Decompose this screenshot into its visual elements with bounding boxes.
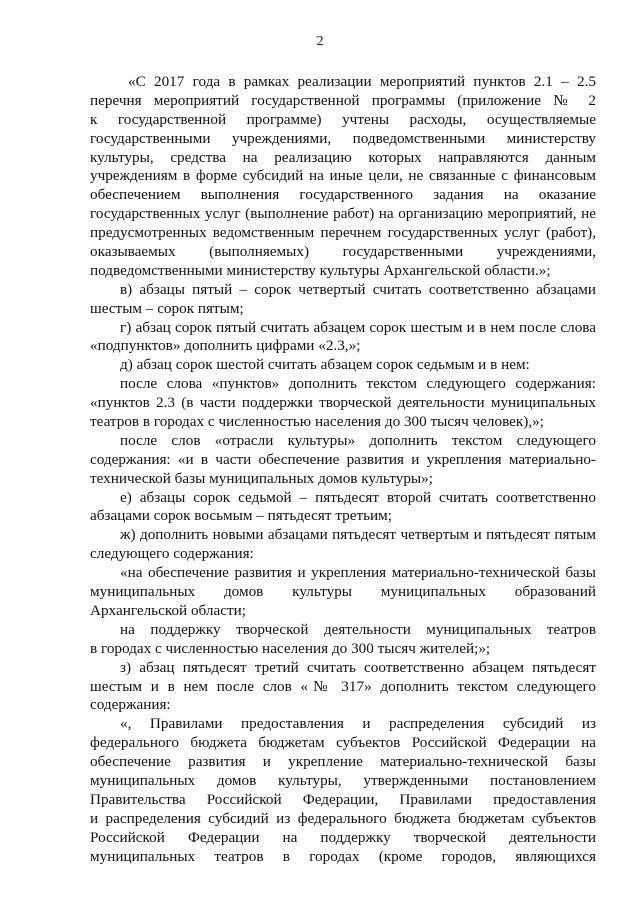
text-line: «пунктов 2.3 (в части поддержки творческой деятельности муниципальных	[90, 394, 596, 412]
text-line: содержания:	[90, 696, 171, 714]
text-line: ж) дополнить новыми абзацами пятьдесят четвертым и пятьдесят пятым	[120, 526, 596, 544]
text-line: на поддержку творческой деятельности муниципальных театров	[120, 620, 596, 638]
text-line: в) абзацы пятый – сорок четвертый считать соответственно абзацами	[120, 280, 596, 298]
text-line: технической базы муниципальных домов культуры»;	[90, 469, 433, 487]
text-line: культуры, средства на реализацию которых направляются данным	[90, 148, 596, 166]
text-line: муниципальных домов культуры, утвержденными постановлением	[90, 771, 596, 789]
text-line: Правительства Российской Федерации, Правилами предоставления	[90, 790, 596, 808]
text-line: шестым – сорок пятым;	[90, 299, 244, 317]
document-body	[90, 73, 596, 866]
text-line: следующего содержания:	[90, 545, 254, 563]
text-line: абзацами сорок восьмым – пятьдесят третьим;	[90, 507, 392, 525]
text-line: в городах с численностью населения до 300 тысяч жителей;»;	[90, 639, 491, 657]
text-line: федерального бюджета бюджетам субъектов Российской Федерации на	[90, 734, 596, 752]
text-line: обеспечением выполнения государственного задания на оказание	[90, 186, 596, 204]
text-line: к государственной программе) учтены расходы, осуществляемые	[90, 110, 596, 128]
page-number: 2	[316, 34, 324, 49]
text-line: подведомственными министерству культуры Архангельской области.»;	[90, 261, 551, 279]
text-line: после слов «отрасли культуры» дополнить текстом следующего	[120, 431, 596, 449]
text-line: государственными учреждениями, подведомственными министерству	[90, 129, 596, 147]
text-line: «, Правилами предоставления и распределения субсидий из	[120, 715, 596, 733]
text-line: г) абзац сорок пятый считать абзацем сорок шестым и в нем после слова	[120, 318, 596, 336]
text-line: обеспечение развития и укрепление материально-технической базы	[90, 753, 596, 771]
text-line: «С 2017 года в рамках реализации мероприятий пунктов 2.1 – 2.5	[128, 73, 596, 90]
text-line: д) абзац сорок шестой считать абзацем сорок седьмым и в нем:	[120, 356, 530, 374]
text-line: Архангельской области;	[90, 601, 246, 619]
text-line: е) абзацы сорок седьмой – пятьдесят второй считать соответственно	[120, 488, 596, 506]
text-line: содержания: «и в части обеспечение развития и укрепления материально-	[90, 450, 596, 468]
text-line: «подпунктов» дополнить цифрами «2.3,»;	[90, 337, 361, 355]
text-line: Российской Федерации на поддержку творческой деятельности	[90, 828, 596, 846]
text-line: предусмотренных ведомственным перечнем государственных услуг (работ),	[90, 224, 596, 242]
text-line: муниципальных домов культуры муниципальных образований	[90, 583, 596, 601]
text-line: з) абзац пятьдесят третий считать соответственно абзацем пятьдесят	[120, 658, 596, 676]
text-line: и распределения субсидий из федерального бюджета бюджетам субъектов	[90, 809, 596, 827]
text-line: оказываемых (выполняемых) государственными учреждениями,	[90, 243, 596, 261]
text-line: шестым и в нем после слов «№ 317» дополнить текстом следующего	[90, 677, 596, 695]
text-line: театров в городах с численностью населения до 300 тысяч человек),»;	[90, 413, 544, 431]
text-line: после слова «пунктов» дополнить текстом следующего содержания:	[120, 375, 596, 393]
text-line: перечня мероприятий государственной программы (приложение № 2	[90, 91, 596, 109]
text-line: «на обеспечение развития и укрепления материально-технической базы	[120, 564, 596, 582]
text-line: учреждениям в форме субсидий на иные цели, не связанные с финансовым	[90, 167, 596, 185]
text-line: государственных услуг (выполнение работ) на организацию мероприятий, не	[90, 205, 596, 223]
text-line: муниципальных театров в городах (кроме городов, являющихся	[90, 847, 596, 865]
